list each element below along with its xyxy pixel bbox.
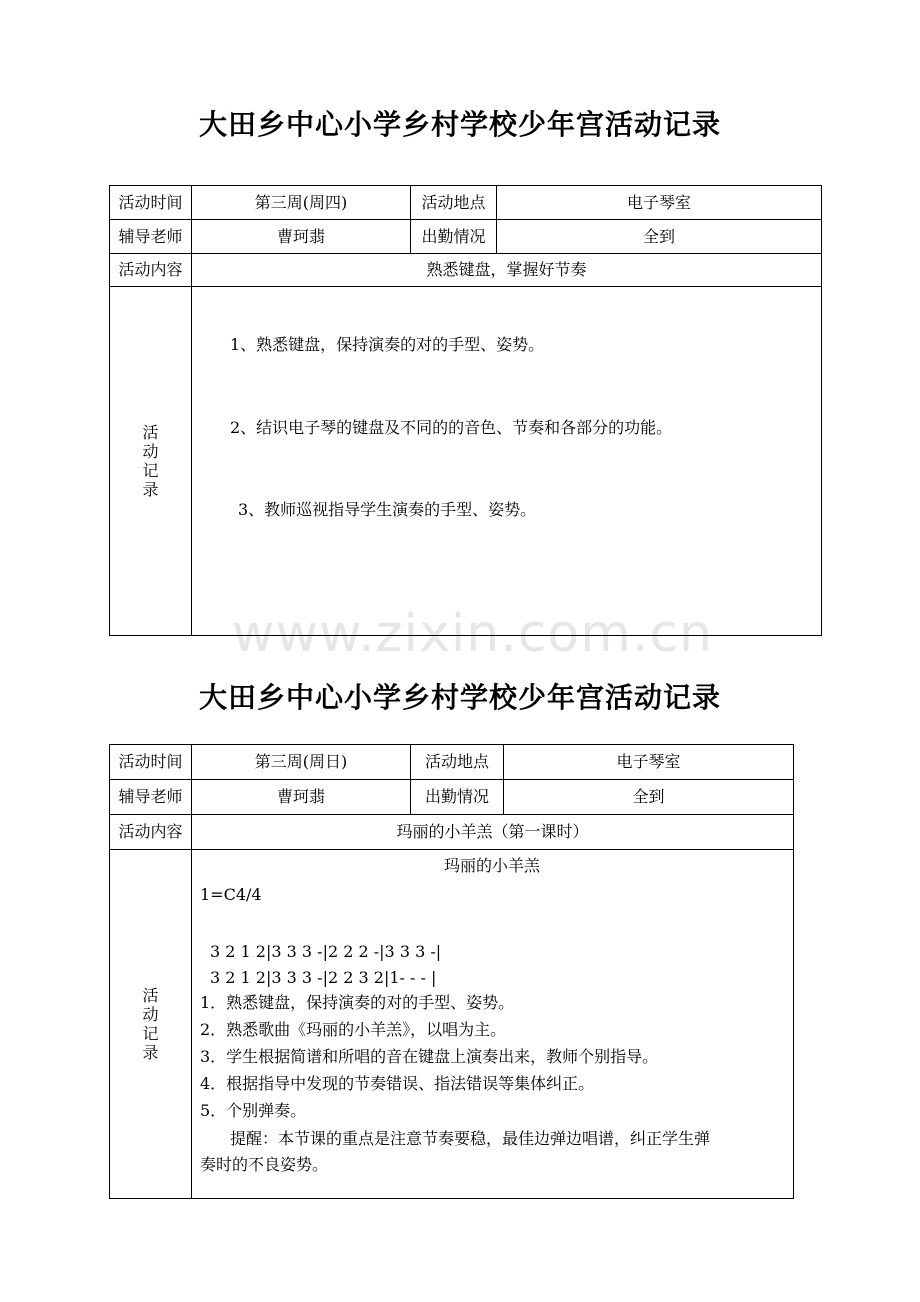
activity-line: 3、教师巡视指导学生演奏的手型、姿势。 — [238, 500, 537, 519]
place-value: 电子琴室 — [504, 745, 794, 780]
record-body — [192, 850, 794, 1199]
record-label-char: 记 — [142, 1024, 159, 1043]
record-label-char: 活 — [142, 985, 159, 1005]
record-body — [192, 287, 822, 636]
record-label-char: 动 — [142, 1004, 159, 1024]
teacher-value: 曹珂翡 — [192, 780, 411, 815]
notation-line: 3 2 1 2|3 3 3 -|2 2 3 2|1- - - | — [210, 968, 437, 987]
record1-title: 大田乡中心小学乡村学校少年宫活动记录 — [198, 108, 721, 141]
content-label: 活动内容 — [110, 815, 192, 850]
teacher-value: 曹珂翡 — [192, 220, 411, 254]
place-label: 活动地点 — [411, 745, 504, 780]
place-label: 活动地点 — [411, 186, 497, 220]
teacher-label: 辅导老师 — [110, 220, 192, 254]
teacher-label: 辅导老师 — [110, 780, 192, 815]
content-value: 熟悉键盘，掌握好节奏 — [192, 254, 822, 287]
record-label-char: 活 — [142, 422, 159, 442]
record1-table — [109, 185, 822, 636]
step-line: 3．学生根据简谱和所唱的音在键盘上演奏出来，教师个别指导。 — [200, 1047, 659, 1066]
activity-line: 1、熟悉键盘，保持演奏的对的手型、姿势。 — [230, 335, 545, 354]
record-label — [110, 850, 192, 1199]
step-line: 5．个别弹奏。 — [200, 1101, 307, 1120]
time-value: 第三周(周四) — [192, 186, 411, 220]
place-value: 电子琴室 — [497, 186, 822, 220]
record2-table — [109, 744, 794, 1199]
song-title: 玛丽的小羊羔 — [443, 856, 540, 875]
reminder-line: 奏时的不良姿势。 — [200, 1155, 329, 1174]
content-value: 玛丽的小羊羔（第一课时） — [192, 815, 794, 850]
time-value: 第三周(周日) — [192, 745, 411, 780]
attendance-label: 出勤情况 — [411, 220, 497, 254]
time-label: 活动时间 — [110, 186, 192, 220]
notation-line: 3 2 1 2|3 3 3 -|2 2 2 -|3 3 3 -| — [210, 942, 442, 961]
reminder-line: 提醒：本节课的重点是注意节奏要稳，最佳边弹边唱谱，纠正学生弹 — [230, 1129, 711, 1148]
time-label: 活动时间 — [110, 745, 192, 780]
record2-title: 大田乡中心小学乡村学校少年宫活动记录 — [198, 681, 721, 714]
record-label-char: 动 — [142, 441, 159, 461]
attendance-value: 全到 — [497, 220, 822, 254]
record-label — [110, 287, 192, 636]
step-line: 1．熟悉键盘，保持演奏的对的手型、姿势。 — [200, 993, 515, 1012]
step-line: 4．根据指导中发现的节奏错误、指法错误等集体纠正。 — [200, 1074, 595, 1093]
activity-line: 2、结识电子琴的键盘及不同的的音色、节奏和各部分的功能。 — [230, 418, 673, 437]
attendance-value: 全到 — [504, 780, 794, 815]
attendance-label: 出勤情况 — [411, 780, 504, 815]
watermark: www.zixin.com.cn — [232, 604, 713, 664]
step-line: 2．熟悉歌曲《玛丽的小羊羔》，以唱为主。 — [200, 1020, 507, 1039]
song-key: 1=C4/4 — [200, 885, 262, 904]
record-label-char: 记 — [142, 461, 159, 480]
record-label-char: 录 — [142, 1043, 159, 1063]
record-label-char: 录 — [142, 480, 159, 500]
content-label: 活动内容 — [110, 254, 192, 287]
